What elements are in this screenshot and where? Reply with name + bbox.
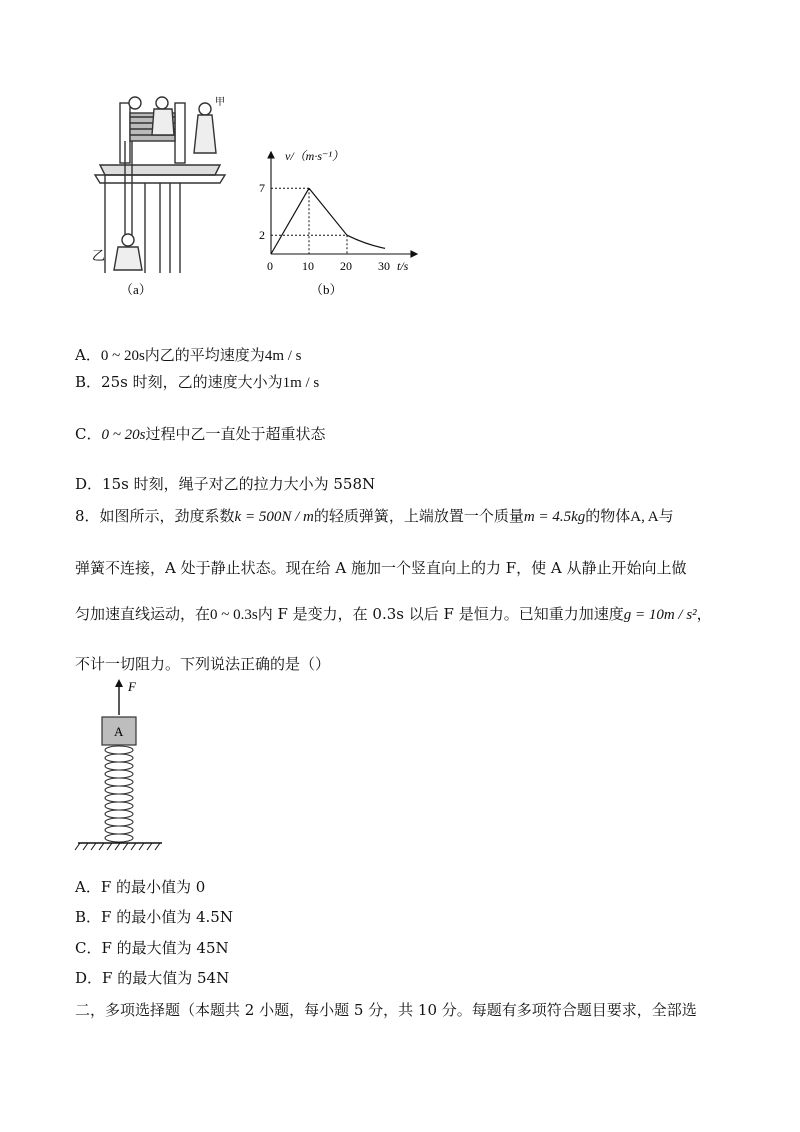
- q7-option-a[interactable]: A．0 ~ 20s内乙的平均速度为4m / s: [75, 346, 302, 364]
- figure-b-xlabel: t/s: [397, 259, 409, 273]
- spring-icon: [105, 746, 133, 842]
- q7-option-c[interactable]: C．0 ~ 20s过程中乙一直处于超重状态: [75, 425, 326, 443]
- x-tick-label-30: 30: [378, 259, 390, 273]
- q7-option-b[interactable]: B．25s 时刻，乙的速度大小为1m / s: [75, 373, 320, 391]
- figure-a-caption: （a）: [120, 282, 152, 297]
- force-label: F: [128, 679, 136, 694]
- q8-spring-figure: [70, 675, 170, 855]
- figure-b-caption: （b）: [310, 282, 343, 297]
- q8-option-b[interactable]: B．F 的最小值为 4.5N: [75, 908, 233, 926]
- force-arrow-icon: [115, 679, 123, 687]
- series-rise-line: [271, 188, 309, 254]
- y-tick-label-7: 7: [259, 181, 265, 196]
- x-tick-label-10: 10: [302, 259, 314, 273]
- figure-a-yi-label: 乙: [92, 248, 106, 263]
- q7-option-d[interactable]: D．15s 时刻，绳子对乙的拉力大小为 558N: [75, 475, 376, 493]
- figure-b-ylabel: v/（m·s⁻¹）: [285, 149, 344, 163]
- y-tick-label-2: 2: [259, 228, 265, 243]
- q8-stem-line4: 不计一切阻力。下列说法正确的是（）: [75, 655, 331, 673]
- figure-a-jia-label: 甲: [215, 97, 225, 108]
- ground-hatch: [75, 843, 160, 850]
- q8-option-d[interactable]: D．F 的最大值为 54N: [75, 969, 230, 987]
- q8-stem-line2: 弹簧不连接，A 处于静止状态。现在给 A 施加一个竖直向上的力 F，使 A 从静止开始向上做: [75, 559, 687, 577]
- vt-plot-area: [259, 181, 390, 273]
- q8-option-c[interactable]: C．F 的最大值为 45N: [75, 939, 229, 957]
- figure-b-vt-graph: [255, 140, 430, 300]
- q8-stem-line3: 匀加速直线运动，在0 ~ 0.3s内 F 是变力，在 0.3s 以后 F 是恒力。已知重力加速度g = 10m / s²，: [75, 605, 712, 623]
- block-label: A: [114, 724, 124, 739]
- section-2-heading: 二，多项选择题（本题共 2 小题，每小题 5 分，共 10 分。每题有多项符合题目要求，全部选: [75, 1001, 697, 1019]
- x-tick-label-20: 20: [340, 259, 352, 273]
- figure-a-illustration: [90, 95, 230, 300]
- q8-stem-line1: 8．如图所示，劲度系数k = 500N / m的轻质弹簧，上端放置一个质量m = 4.5kg的物体A, A与: [75, 507, 674, 525]
- q8-option-a[interactable]: A．F 的最小值为 0: [75, 878, 206, 896]
- x-tick-label-0: 0: [267, 259, 273, 273]
